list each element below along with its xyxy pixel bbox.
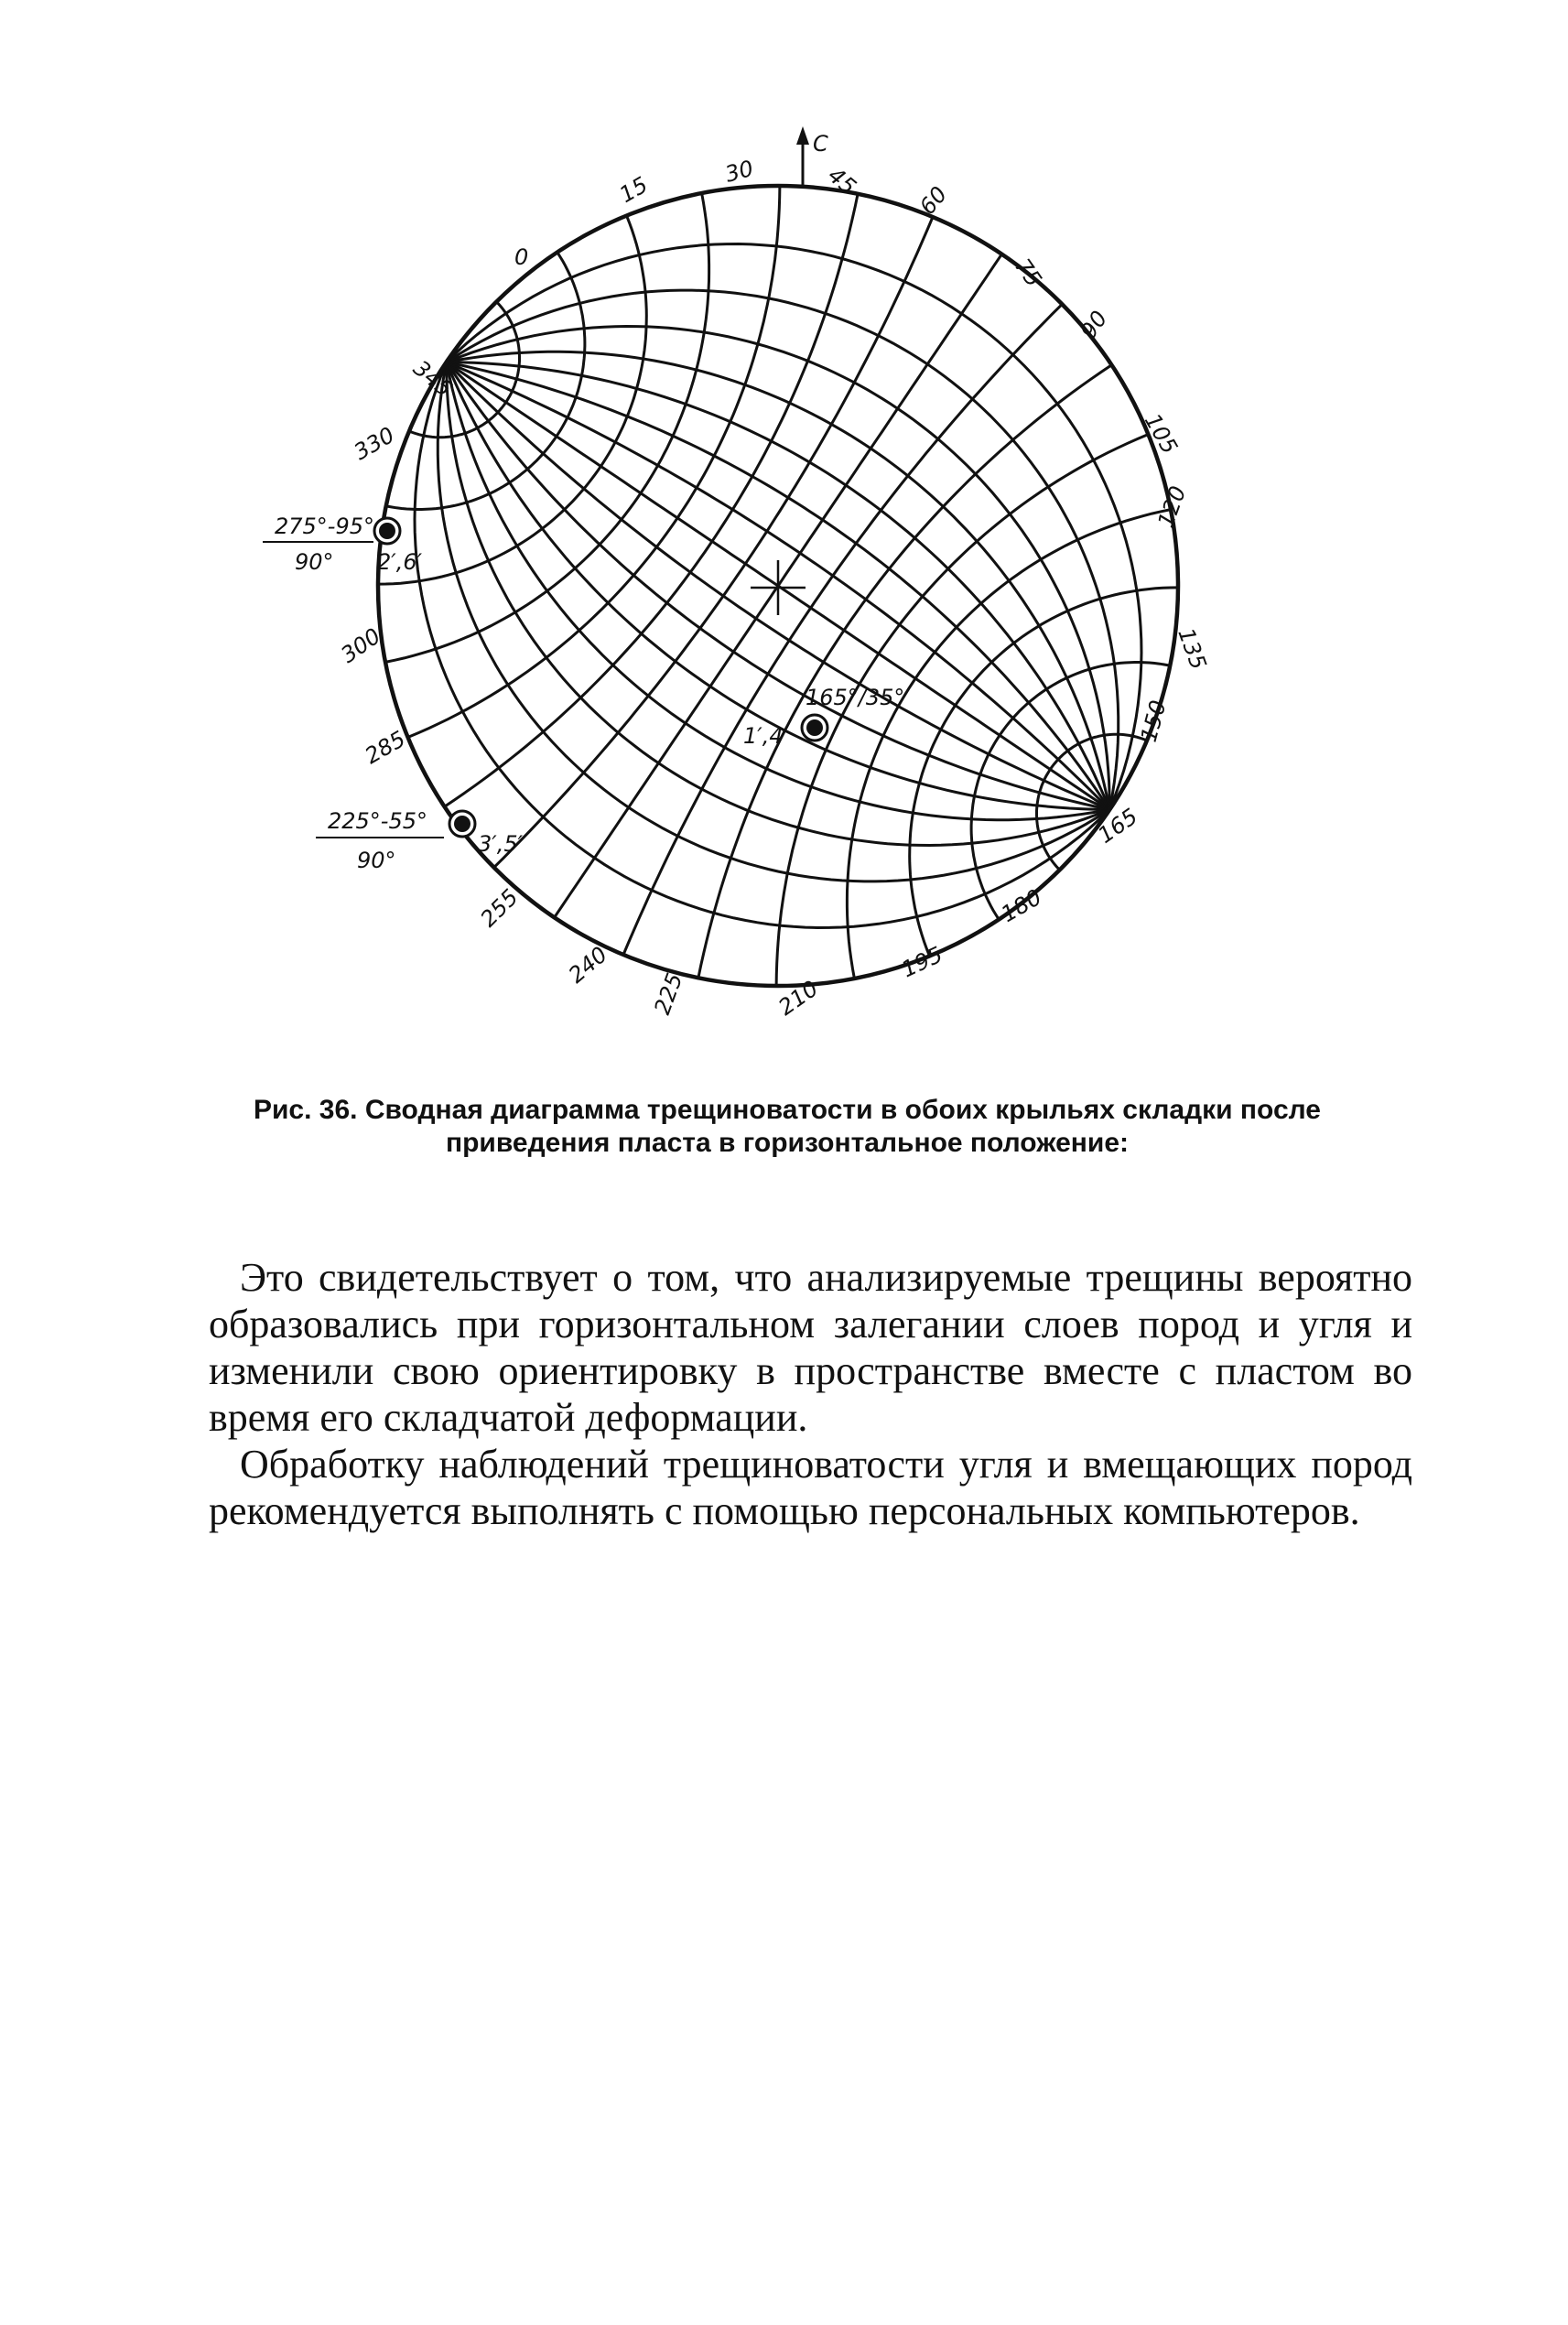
net-line <box>385 193 709 662</box>
net-line <box>378 216 646 585</box>
azimuth-label: 45 <box>823 162 861 200</box>
point-label: 1′,4′ <box>743 723 789 749</box>
net-line <box>438 362 1109 881</box>
paragraph: Это свидетельствует о том, что анализируемые трещины вероятно образовались при горизонтальном залегании слоев пород и угля и изменили свою ориентировку в пространстве вместе с пластом во время его складчатой деформации. <box>209 1255 1412 1440</box>
azimuth-label: 90 <box>1075 306 1113 344</box>
azimuth-label: 150 <box>1135 698 1172 745</box>
azimuth-label: 330 <box>350 422 399 466</box>
azimuth-label: 75 <box>1010 254 1047 292</box>
azimuth-label: 30 <box>722 155 757 188</box>
azimuth-label: 210 <box>773 975 823 1021</box>
figure-caption: Рис. 36. Сводная диаграмма трещиноватости в обоих крыльях складки после приведения пласта в горизонтальное положение: <box>253 1095 1321 1158</box>
azimuth-label: 240 <box>563 941 612 989</box>
azimuth-label: 195 <box>897 941 947 983</box>
azimuth-label: 345 <box>408 355 458 403</box>
azimuth-label: 135 <box>1173 624 1212 674</box>
fraction-top: 275°-95° <box>275 514 375 539</box>
azimuth-label: 285 <box>361 726 410 770</box>
paragraph: Обработку наблюдений трещиноватости угля и вмещающих пород рекомендуется выполнять с помощью персональных компьютеров. <box>209 1442 1412 1533</box>
fraction-bottom: 90° <box>357 848 396 873</box>
azimuth-label: 225 <box>649 969 688 1019</box>
net-line <box>910 588 1178 957</box>
north-arrow <box>796 126 809 186</box>
stereonet-diagram <box>0 0 1568 1062</box>
stereonet-figure <box>0 0 1568 1062</box>
net-line <box>971 663 1170 920</box>
azimuth-label: 105 <box>1139 409 1183 459</box>
body-text <box>209 1254 1412 1534</box>
point-label: 3′,5′ <box>478 831 524 857</box>
fraction-top: 225°-55° <box>328 808 428 834</box>
point-annotation: 165°/35° <box>806 685 905 710</box>
north-label: С <box>813 131 828 157</box>
point-label: 2′,6′ <box>377 549 423 575</box>
azimuth-label: 180 <box>997 884 1046 928</box>
center-cross <box>751 560 806 615</box>
fracture-point-2-6 <box>263 514 423 575</box>
azimuth-label: 15 <box>615 171 653 209</box>
azimuth-label: 300 <box>336 622 385 668</box>
azimuth-label: 60 <box>914 181 953 220</box>
azimuth-label: 165 <box>1093 803 1142 849</box>
azimuth-label: 120 <box>1152 482 1192 532</box>
azimuth-label: 255 <box>475 884 524 933</box>
azimuth-label: 0 <box>514 244 529 270</box>
fraction-bottom: 90° <box>295 549 334 575</box>
